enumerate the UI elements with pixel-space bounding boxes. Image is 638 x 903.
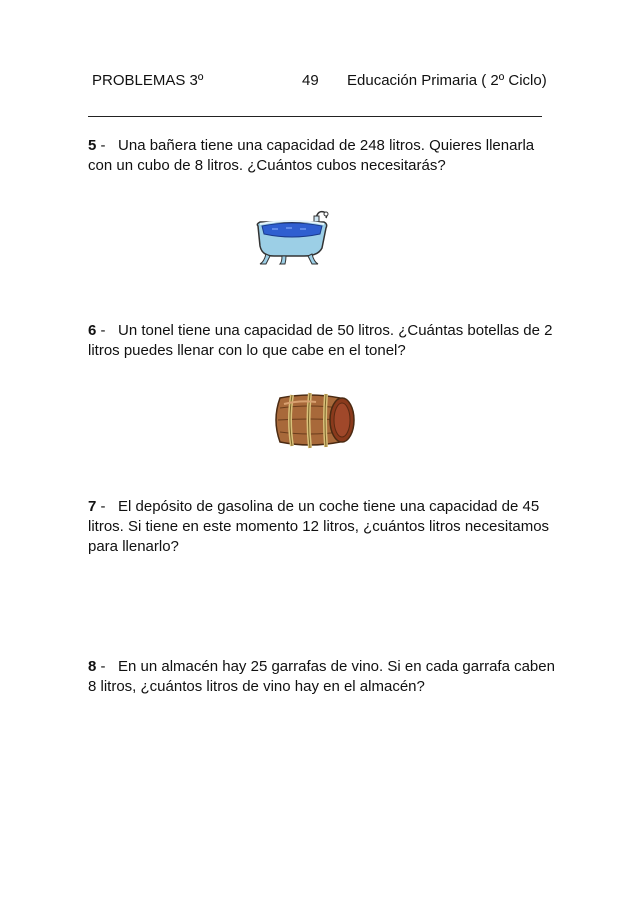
header-divider [88, 116, 542, 117]
problem-text: Un tonel tiene una capacidad de 50 litros. ¿Cuántas botellas de 2 litros puedes llenar con lo que cabe en el tonel? [88, 322, 553, 359]
problem-8 [88, 657, 558, 697]
problem-dash: - [96, 498, 119, 515]
problem-6 [88, 321, 558, 361]
problem-dash: - [96, 137, 119, 154]
barrel-icon [270, 390, 358, 450]
problem-dash: - [96, 658, 119, 675]
bathtub-icon [252, 204, 332, 274]
problem-7 [88, 497, 558, 557]
header-course: Educación Primaria ( 2º Ciclo) [347, 72, 547, 89]
problem-dash: - [96, 322, 119, 339]
problem-number: 8 [88, 658, 97, 675]
problem-text: El depósito de gasolina de un coche tiene una capacidad de 45 litros. Si tiene en este momento 12 litros, ¿cuántos litros necesitamos para llenarlo? [88, 498, 550, 555]
page-number: 49 [302, 72, 319, 89]
problem-text: Una bañera tiene una capacidad de 248 litros. Quieres llenarla con un cubo de 8 litros. ¿Cuántos cubos necesitarás? [88, 137, 535, 174]
header-title: PROBLEMAS 3º [92, 72, 204, 89]
problem-number: 5 [88, 137, 97, 154]
problem-text: En un almacén hay 25 garrafas de vino. Si en cada garrafa caben 8 litros, ¿cuántos litros de vino hay en el almacén? [88, 658, 555, 695]
problem-number: 7 [88, 498, 97, 515]
problem-number: 6 [88, 322, 97, 339]
problem-5 [88, 136, 558, 176]
